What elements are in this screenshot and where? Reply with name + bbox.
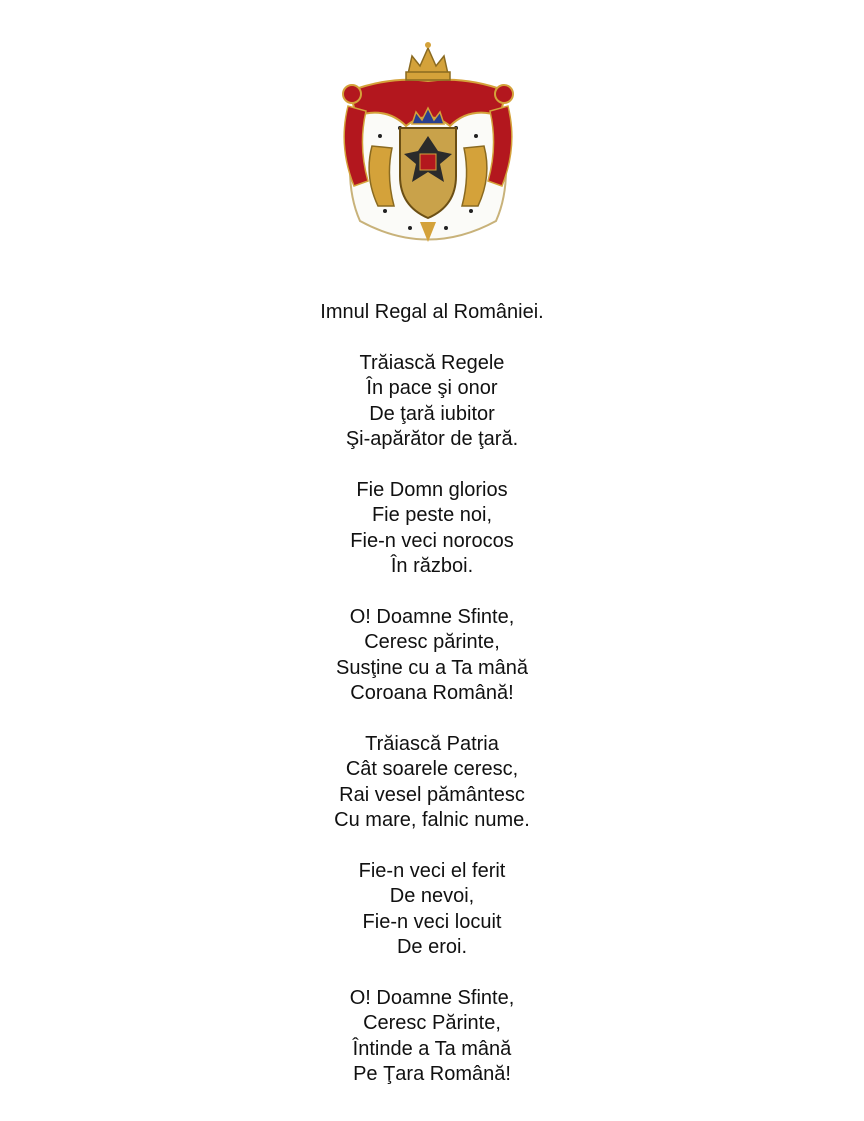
verse-line: Pe Ţara Română! bbox=[353, 1063, 511, 1086]
verse-line: În război. bbox=[390, 555, 474, 578]
verse-line: Întinde a Ta mână bbox=[352, 1037, 512, 1060]
verse-line: Şi-apărător de ţară. bbox=[345, 428, 519, 451]
verse-line: Trăiască Regele bbox=[359, 351, 505, 374]
anthem-text bbox=[0, 300, 864, 1088]
verse-line: Fie Domn glorios bbox=[356, 478, 508, 501]
coat-of-arms-icon bbox=[320, 36, 536, 252]
verse-line: Coroana Română! bbox=[350, 682, 514, 705]
verse-line: Cât soarele ceresc, bbox=[345, 758, 519, 781]
stanza-2 bbox=[0, 478, 864, 580]
verse-line: În pace şi onor bbox=[366, 377, 498, 400]
verse-line: Ceresc Părinte, bbox=[363, 1012, 501, 1035]
verse-line: Fie-n veci locuit bbox=[362, 910, 502, 933]
document-title: Imnul Regal al României. bbox=[320, 301, 544, 323]
verse-line: Fie-n veci norocos bbox=[350, 529, 514, 552]
verse-line: O! Doamne Sfinte, bbox=[349, 986, 515, 1009]
verse-line: Fie peste noi, bbox=[371, 504, 493, 527]
verse-line: De eroi. bbox=[396, 936, 468, 959]
stanza-5 bbox=[0, 859, 864, 961]
verse-line: O! Doamne Sfinte, bbox=[349, 605, 515, 628]
stanza-4 bbox=[0, 732, 864, 834]
verse-line: Ceresc părinte, bbox=[364, 631, 500, 654]
stanza-3 bbox=[0, 605, 864, 707]
verse-line: Fie-n veci el ferit bbox=[358, 859, 506, 882]
verse-line: De ţară iubitor bbox=[369, 402, 495, 425]
stanza-1 bbox=[0, 351, 864, 453]
stanza-6 bbox=[0, 986, 864, 1088]
verse-line: Rai vesel pământesc bbox=[339, 783, 525, 806]
verse-line: De nevoi, bbox=[389, 885, 475, 908]
verse-line: Susţine cu a Ta mână bbox=[336, 656, 528, 679]
verse-line: Trăiască Patria bbox=[365, 732, 499, 755]
verse-line: Cu mare, falnic nume. bbox=[334, 809, 530, 832]
